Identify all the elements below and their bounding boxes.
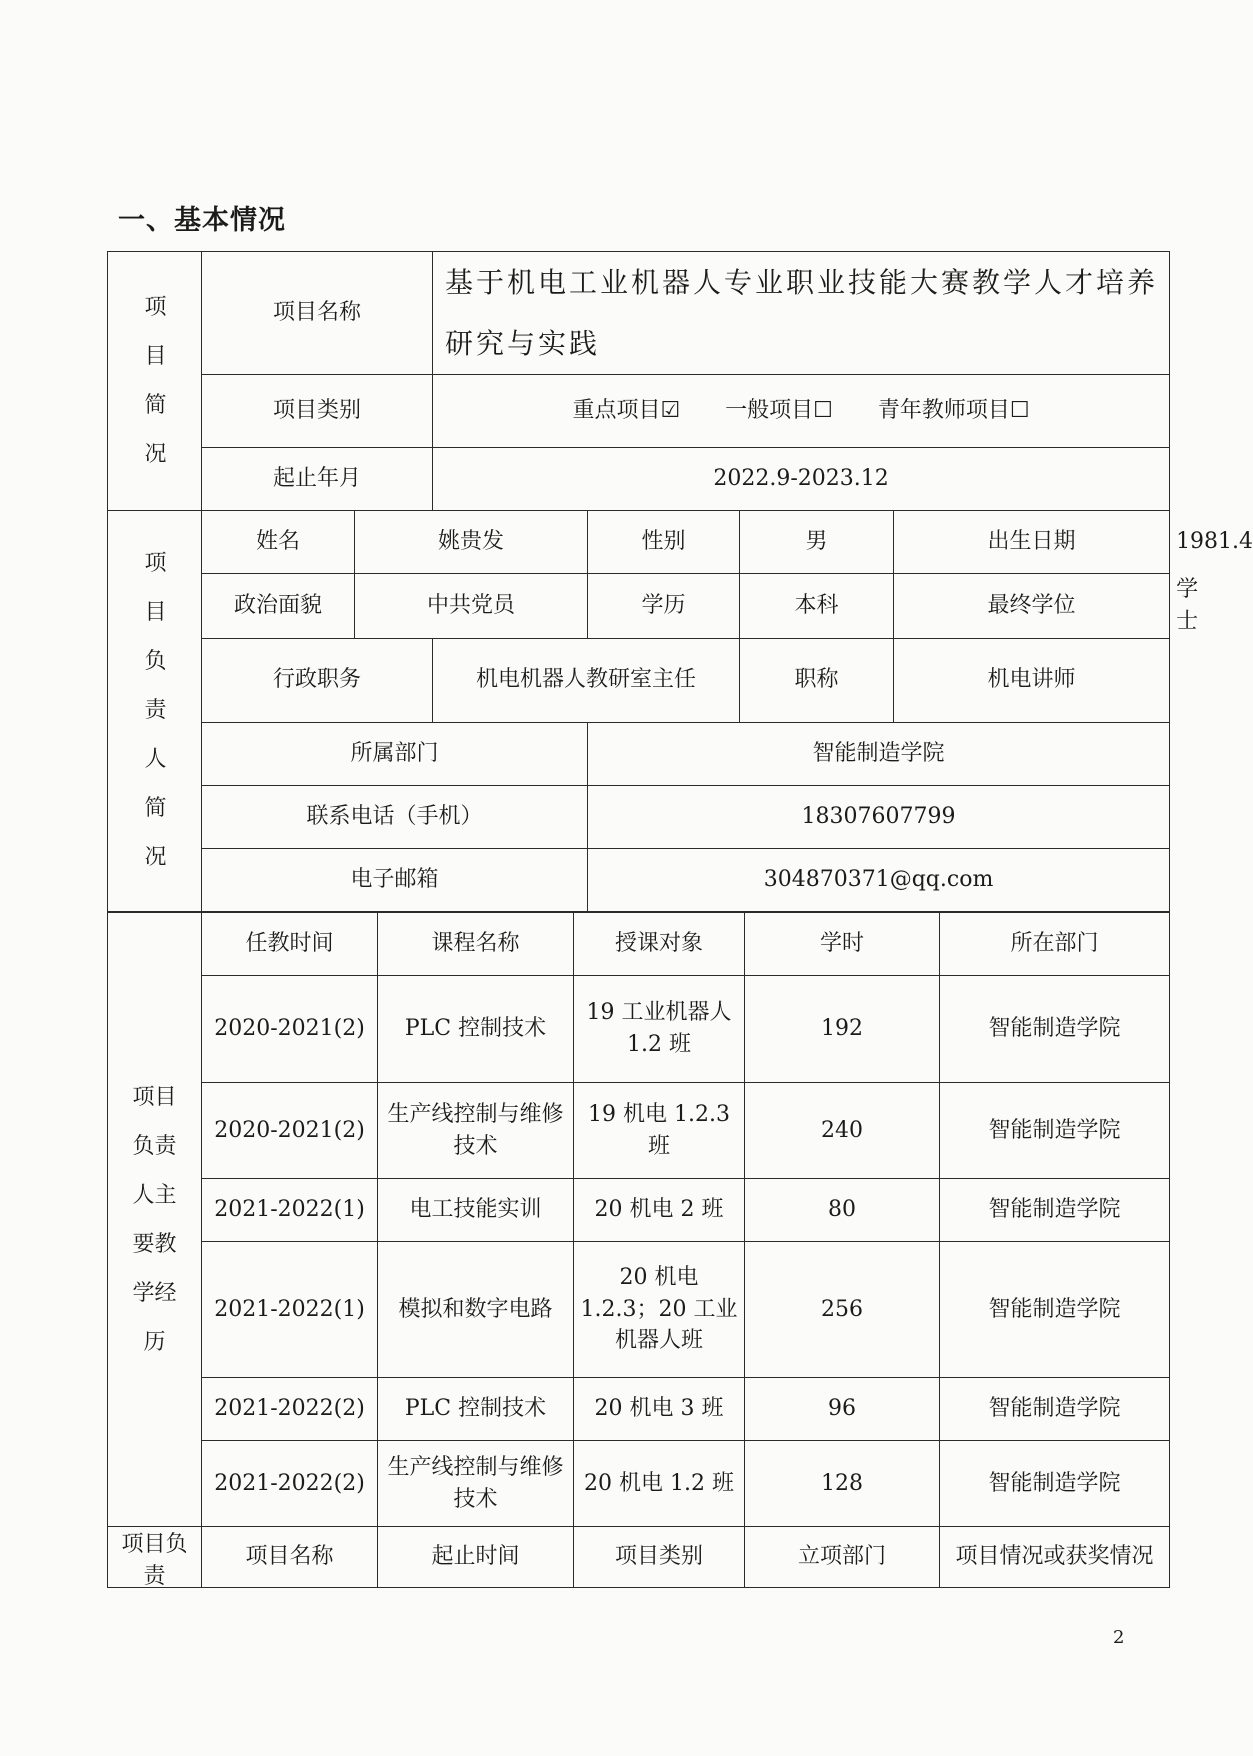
- teaching-header-target: 授课对象: [574, 913, 745, 976]
- teaching-target-cell: 20 机电 2 班: [574, 1179, 745, 1242]
- project-name-value: 基于机电工业机器人专业职业技能大赛教学人才培养研究与实践: [433, 252, 1170, 375]
- admin-value: 机电机器人教研室主任: [433, 638, 740, 722]
- basic-info-table: 项目简况 项目名称 基于机电工业机器人专业职业技能大赛教学人才培养研究与实践 项目类别 重点项目☑ 一般项目☐ 青年教师项目☐ 起止年月 2022.9-2023.12 项目负责人简况 姓名 姚贵发 性别 男 出生日期 1981.4 政治面貌 中共党员 学历 本科 最终学位 学士 行政职务 机电机器人教研室主任 职称 机电讲师 所属部门 智能制造学院 联系电话（手机） 18307607799 电子邮箱 304870371@qq.com: [107, 251, 1170, 912]
- title-value: 机电讲师: [894, 638, 1170, 722]
- teaching-header-dept: 所在部门: [940, 913, 1170, 976]
- page-number: 2: [1113, 1627, 1125, 1648]
- degree-label: 最终学位: [894, 574, 1170, 639]
- title-label: 职称: [740, 638, 894, 722]
- teaching-hours-cell: 256: [745, 1242, 940, 1378]
- teaching-target-cell: 20 机电 1.2 班: [574, 1441, 745, 1527]
- education-value: 本科: [740, 574, 894, 639]
- phone-value: 18307607799: [588, 785, 1170, 848]
- teaching-course-cell: 电工技能实训: [378, 1179, 574, 1242]
- teaching-hours-cell: 240: [745, 1083, 940, 1179]
- teaching-course-cell: PLC 控制技术: [378, 1378, 574, 1441]
- projects-header-category: 项目类别: [574, 1527, 745, 1588]
- teaching-hours-cell: 96: [745, 1378, 940, 1441]
- admin-label: 行政职务: [202, 638, 433, 722]
- table-row: [108, 1083, 1170, 1179]
- section-heading: 一、基本情况: [118, 205, 286, 236]
- birth-label: 出生日期: [894, 511, 1170, 574]
- teaching-time-cell: 2021-2022(2): [202, 1378, 378, 1441]
- teaching-target-cell: 20 机电 1.2.3；20 工业机器人班: [574, 1242, 745, 1378]
- teaching-hours-cell: 192: [745, 976, 940, 1083]
- teaching-dept-cell: 智能制造学院: [940, 1179, 1170, 1242]
- teaching-dept-cell: 智能制造学院: [940, 1083, 1170, 1179]
- category-young-teacher-checkbox[interactable]: 青年教师项目☐: [877, 398, 1030, 424]
- teaching-dept-cell: 智能制造学院: [940, 1242, 1170, 1378]
- teaching-target-cell: 19 机电 1.2.3 班: [574, 1083, 745, 1179]
- table-row: [108, 1441, 1170, 1527]
- projects-header-dept: 立项部门: [745, 1527, 940, 1588]
- dept-label: 所属部门: [202, 722, 588, 785]
- project-category-label: 项目类别: [202, 375, 433, 448]
- name-label: 姓名: [202, 511, 355, 574]
- teaching-time-cell: 2021-2022(1): [202, 1179, 378, 1242]
- period-label: 起止年月: [202, 448, 433, 511]
- category-key-checkbox[interactable]: 重点项目☑: [572, 398, 681, 424]
- project-category-options: [433, 375, 1170, 448]
- project-name-label: 项目名称: [202, 252, 433, 375]
- teaching-dept-cell: 智能制造学院: [940, 1378, 1170, 1441]
- teaching-time-cell: 2020-2021(2): [202, 976, 378, 1083]
- teaching-course-cell: PLC 控制技术: [378, 976, 574, 1083]
- teaching-dept-cell: 智能制造学院: [940, 976, 1170, 1083]
- teaching-time-cell: 2021-2022(1): [202, 1242, 378, 1378]
- name-value: 姚贵发: [355, 511, 588, 574]
- teaching-target-cell: 19 工业机器人 1.2 班: [574, 976, 745, 1083]
- teaching-time-cell: 2020-2021(2): [202, 1083, 378, 1179]
- teaching-table: [107, 912, 1170, 1588]
- teaching-target-cell: 20 机电 3 班: [574, 1378, 745, 1441]
- teaching-header-time: 任教时间: [202, 913, 378, 976]
- politics-label: 政治面貌: [202, 574, 355, 639]
- period-value: 2022.9-2023.12: [433, 448, 1170, 511]
- projects-header-period: 起止时间: [378, 1527, 574, 1588]
- teaching-header-course: 课程名称: [378, 913, 574, 976]
- gender-value: 男: [740, 511, 894, 574]
- overview-side-label: 项目简况: [108, 252, 202, 511]
- teaching-hours-cell: 80: [745, 1179, 940, 1242]
- teaching-course-cell: 生产线控制与维修技术: [378, 1083, 574, 1179]
- teaching-dept-cell: 智能制造学院: [940, 1441, 1170, 1527]
- projects-header-status: 项目情况或获奖情况: [940, 1527, 1170, 1588]
- gender-label: 性别: [588, 511, 740, 574]
- projects-header-name: 项目名称: [202, 1527, 378, 1588]
- phone-label: 联系电话（手机）: [202, 785, 588, 848]
- teaching-header-hours: 学时: [745, 913, 940, 976]
- teaching-hours-cell: 128: [745, 1441, 940, 1527]
- teaching-course-cell: 生产线控制与维修技术: [378, 1441, 574, 1527]
- education-label: 学历: [588, 574, 740, 639]
- table-row: [108, 976, 1170, 1083]
- politics-value: 中共党员: [355, 574, 588, 639]
- email-label: 电子邮箱: [202, 848, 588, 911]
- leader-side-label: 项目负责人简况: [108, 511, 202, 912]
- category-general-checkbox[interactable]: 一般项目☐: [725, 398, 833, 424]
- projects-side-label: 项目负责: [108, 1527, 202, 1588]
- table-row: [108, 1242, 1170, 1378]
- email-value: 304870371@qq.com: [588, 848, 1170, 911]
- table-row: [108, 1179, 1170, 1242]
- teaching-time-cell: 2021-2022(2): [202, 1441, 378, 1527]
- teaching-side-label: 项目 负责 人主 要教 学经 历: [108, 913, 202, 1527]
- dept-value: 智能制造学院: [588, 722, 1170, 785]
- table-row: [108, 1378, 1170, 1441]
- teaching-course-cell: 模拟和数字电路: [378, 1242, 574, 1378]
